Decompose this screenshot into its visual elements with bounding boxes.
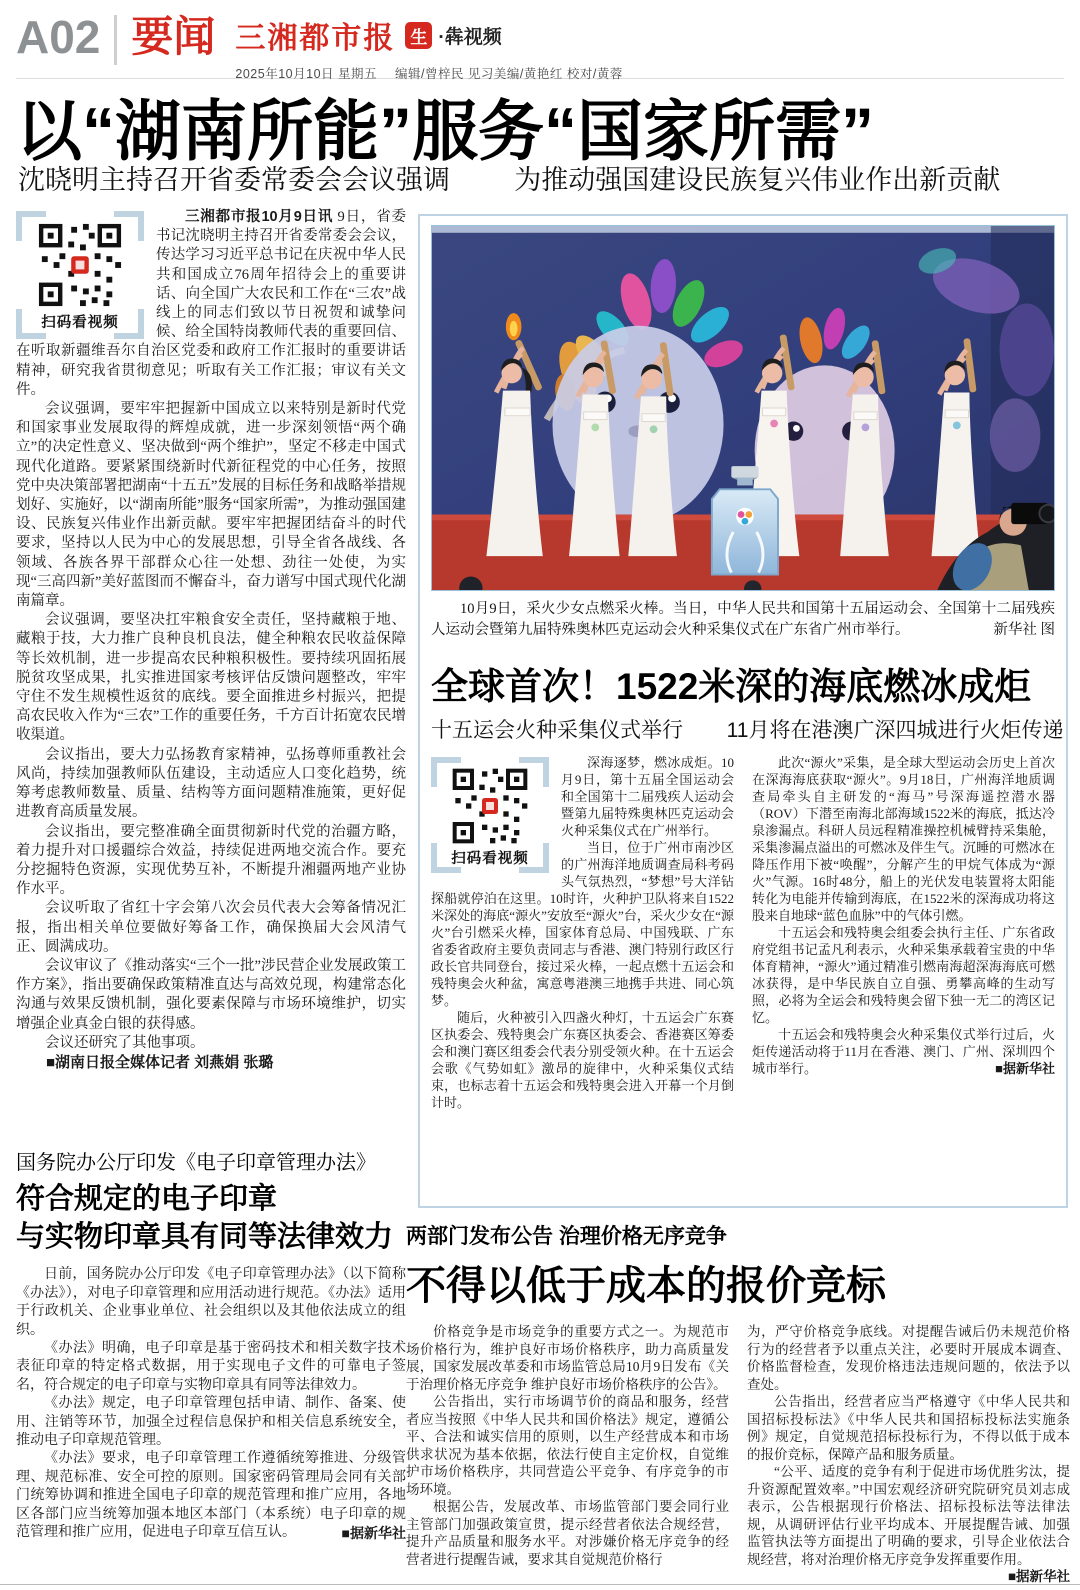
paragraph-text: 《办法》要求，电子印章管理工作遵循统筹推进、分级管理、规范标准、安全可控的原则。国家密码管理局会同有关部门统筹协调和推进全国电子印章的规范管理和推广应用，各地区各部门应当统筹加强本地区本部门（本系统）电子印章的规范管理和推广应用，促进电子印章互信互认。 [16, 1451, 406, 1541]
qr-corner-icon [16, 309, 46, 339]
article-paragraph: 会议指出，要大力弘扬教育家精神，弘扬尊师重教社会风尚，持续加强教师队伍建设，主动适应人口变化趋势，统筹考虑教师数量、质量、结构等方面问题精准施策，更好促进教育高质量发展。 [16, 746, 406, 821]
page-header [16, 12, 1064, 79]
price-column-left [406, 1323, 729, 1584]
section-title: 要闻 [131, 13, 216, 60]
seal-headline-line1: 符合规定的电子印章 [16, 1183, 278, 1215]
deep-column-left [431, 754, 734, 1111]
main-headline: 以“湖南所能”服务“国家所需” [16, 94, 874, 168]
article-paragraph [752, 1026, 1055, 1077]
news-source: ■据新华社 [341, 1525, 406, 1542]
lead-article [16, 208, 406, 1142]
article-paragraph: 会议听取了省红十字会第八次会员代表大会筹备情况汇报，指出相关单位要做好筹备工作，确保换届大会风清气正、圆满成功。 [16, 900, 406, 955]
qr-code-block [431, 757, 549, 873]
main-subhead [18, 158, 1064, 197]
seal-headline [16, 1181, 406, 1256]
qr-corner-icon [114, 309, 144, 339]
seal-kicker: 国务院办公厅印发《电子印章管理办法》 [16, 1152, 376, 1174]
qr-code-icon [450, 766, 530, 846]
qr-code-block [16, 211, 144, 339]
qr-scan-label: 扫码看视频 [41, 315, 119, 331]
paper-badge-icon: 生 [405, 22, 432, 49]
paragraph-text: 9日，省委书记沈晓明主持召开省委常委会会议，传达学习习近平总书记在庆祝中华人民共和国成立76周年招待会上的重要讲话、向全国广大农民和工作在“三农”战线上的同志们致以节日祝贺和诚挚问候、给全国特岗教师代表的重要回信、在听取新疆维吾尔自治区党委和政府工作汇报时的重要讲话精神，研究我省贯彻意见；听取有关工作汇报；审议有关文件。 [16, 209, 406, 398]
article-paragraph [747, 1463, 1070, 1584]
paragraph-text: “公平、适度的竞争有利于促进市场优胜劣汰，提升资源配置效率。”中国宏观经济研究院研究员刘志成表示，公告根据现行价格法、招标投标法等法律法规，从调研评估行业平均成本、开展提醒告诫、加强监管执法等方面提出了明确的要求，引导企业依法合规经营，将对治理价格无序竞争发挥重要作用。 [747, 1464, 1070, 1567]
staff-credits: 编辑/曾梓民 见习美编/黄艳红 校对/黄蓉 [394, 67, 623, 81]
qr-corner-icon [431, 843, 461, 873]
deep-sea-subhead [431, 714, 1064, 744]
main-subhead-left: 沈晓明主持召开省委常委会会议强调 [18, 165, 450, 195]
article-paragraph: 此次“源火”采集，是全球大型运动会历史上首次在深海海底获取“源火”。9月18日，广州海洋地质调查局牵头自主研发的“海马”号深海遥控潜水器（ROV）下潜至南海北部海域1522米的海底，抵达冷泉渗漏点。科研人员远程精准操控机械臂持采集舱，采集渗漏点溢出的可燃冰及伴生气。沉睡的可燃冰在降压作用下被“唤醒”，分解产生的甲烷气体成为“源火”气源。16时48分，船上的光伏发电装置将太阳能转化为电能并传输到海底，在1522米的深海成功将这股来自地球“蓝色血脉”中的气体引燃。 [752, 754, 1055, 923]
page-code: A02 [16, 11, 101, 63]
article-paragraph: 公告指出，实行市场调节价的商品和服务，经营者应当按照《中华人民共和国价格法》规定，遵循公平、合法和诚实信用的原则，以生产经营成本和市场供求状况为基本依据，依法行使自主定价权，自觉维护市场价格秩序，共同营造公平竞争、有序竞争的市场环境。 [406, 1394, 729, 1497]
photo-credit: 新华社 图 [993, 622, 1055, 638]
article-paragraph: 为，严守价格竞争底线。对提醒告诫后仍未规范价格行为的经营者予以重点关注，必要时开展成本调查、价格监督检查，发现价格违法违规问题的，依法予以查处。 [747, 1324, 1070, 1392]
article-paragraph: 会议审议了《推动落实“三个一批”涉民营企业发展政策工作方案》，指出要确保政策精准直达与高效兑现，构建常态化沟通与效果反馈机制，强化要素保障与市场环境维护，切实增强企业真金白银的获得感。 [16, 957, 406, 1032]
deep-column-right [752, 754, 1055, 1111]
photo-story-box [418, 214, 1068, 1208]
deep-subhead-right: 11月将在港澳广深四城进行火炬传递 [726, 718, 1064, 742]
price-article [406, 1220, 1070, 1584]
publish-date: 2025年10月10日 星期五 [235, 67, 377, 81]
video-brand-label: ·犇视频 [438, 26, 502, 48]
article-paragraph: 十五运会和残特奥会组委会执行主任、广东省政府党组书记孟凡利表示，火种采集承载着宝贵的中华体育精神，“源火”通过精准引燃南海超深海海底可燃冰获得，是中华民族自立自强、勇攀高峰的生动写照，必将为全运会和残特奥会留下独一无二的湾区记忆。 [752, 924, 1055, 1025]
paragraph-text: 十五运会和残特奥会火种采集仪式举行过后，火炬传递活动将于11月在香港、澳门、广州、深圳四个城市举行。 [752, 1026, 1055, 1076]
qr-corner-icon [431, 757, 461, 787]
caption-text: 10月9日，采火少女点燃采火棒。当日，中华人民共和国第十五届运动会、全国第十二届残疾人运动会暨第九届特殊奥林匹克运动会火种采集仪式在广东省广州市举行。 [431, 601, 1055, 638]
header-divider [114, 15, 117, 65]
article-paragraph: 公告指出，经营者应当严格遵守《中华人民共和国招标投标法》《中华人民共和国招标投标法实施条例》规定，自觉规范招标投标行为，不得以低于成本的报价竞标，保障产品和服务质量。 [747, 1394, 1070, 1462]
article-paragraph: 随后，火种被引入四盏火种灯，十五运会广东赛区执委会、残特奥会广东赛区执委会、香港赛区筹委会和澳门赛区组委会代表分别受领火种。在十五运会会歌《气势如虹》激昂的旋律中，火种采集仪式结束，也标志着十五运会和残特奥会进入开幕一个月倒计时。 [431, 1009, 734, 1110]
news-source: ■据新华社 [995, 1060, 1055, 1076]
main-subhead-right: 为推动强国建设民族复兴伟业作出新贡献 [514, 165, 1001, 195]
photo-caption [431, 599, 1055, 641]
paper-logo: 三湘都市报 [235, 22, 396, 55]
article-paragraph: 当日，位于广州市南沙区的广州海洋地质调查局科考码头气氛热烈，“梦想”号大洋钻探船就停泊在这里。10时许，火种护卫队将来自1522米深处的海底“源火”安放至“源火”台，采火少女在“源火”台引燃采火棒，国家体育总局、中国残联、广东省委省政府主要负责同志与香港、澳门特别行政区行政长官共同登台，接过采火棒，一起点燃十五运会和残特奥会火种盆，寓意粤港澳三地携手共进、同心筑梦。 [431, 839, 734, 1008]
paper-brand [235, 12, 636, 82]
article-paragraph: 会议强调，要坚决扛牢粮食安全责任，坚持藏粮于地、藏粮于技，大力推广良种良机良法，健全种粮农民收益保障等长效机制，进一步提高农民种粮积极性。要持续巩固拓展脱贫攻坚成果，扎实推进国家考核评估反馈问题整改，牢牢守住不发生规模性返贫的底线。要全面推进乡村振兴，把提高农民收入作为“三农”工作的重要任务，千方百计拓宽农民增收渠道。 [16, 612, 406, 744]
ceremony-photo [431, 225, 1055, 591]
article-paragraph: 根据公告，发展改革、市场监管部门要会同行业主管部门加强政策宣贯，提示经营者依法合规经营，提升产品质量和服务水平。对涉嫌价格无序竞争的经营者进行提醒告诫，要求其自觉规范价格行 [406, 1499, 729, 1567]
qr-corner-icon [114, 211, 144, 241]
dateline-label: 三湘都市报10月9日讯 [185, 209, 334, 225]
article-paragraph: 日前，国务院办公厅印发《电子印章管理办法》（以下简称《办法》），对电子印章管理和应用活动进行规范。《办法》适用于行政机关、企业事业单位、社会组织以及其他依法成立的组织。 [16, 1267, 406, 1338]
article-paragraph: 会议还研究了其他事项。 [45, 1034, 205, 1051]
article-paragraph: 会议强调，要牢牢把握新中国成立以来特别是新时代党和国家事业发展取得的辉煌成就，进一步深刻领悟“两个确立”的决定性意义、坚决做到“两个维护”，坚定不移走中国式现代化道路。要紧紧围绕新时代新征程党的中心任务，按照党中央决策部署把湖南“十五五”发展的目标任务和战略举措规划好、实施好，以“湖南所能”服务“国家所需”，为推动强国建设、民族复兴伟业作出新贡献。要牢牢把握团结奋斗的时代要求，坚持以人民为中心的发展思想，引导全省各战线、各领域、各族各界干部群众心往一处想、劲往一处使，为实现“三高四新”美好蓝图而不懈奋斗，奋力谱写中国式现代化湖南篇章。 [16, 401, 406, 610]
seal-article [16, 1146, 406, 1588]
seal-headline-line2: 与实物印章具有同等法律效力 [16, 1220, 394, 1253]
article-paragraph: 《办法》规定，电子印章管理包括申请、制作、备案、使用、注销等环节，加强全过程信息保护和相关信息系统安全，推动电子印章规范管理。 [16, 1396, 406, 1449]
qr-corner-icon [519, 757, 549, 787]
qr-corner-icon [16, 211, 46, 241]
article-paragraph: 《办法》明确，电子印章是基于密码技术和相关数字技术表征印章的特定格式数据，用于实现电子文件的可靠电子签名，符合规定的电子印章与实物印章具有同等法律效力。 [16, 1341, 406, 1393]
deep-subhead-left: 十五运会火种采集仪式举行 [431, 718, 683, 742]
price-kicker: 两部门发布公告 治理价格无序竞争 [406, 1225, 727, 1248]
qr-code-icon [36, 221, 124, 309]
news-source: ■据新华社 [1007, 1569, 1070, 1584]
article-paragraph: 价格竞争是市场竞争的重要方式之一。为规范市场价格行为，维护良好市场价格秩序，助力高质量发展，国家发展改革委和市场监管总局10月9日发布《关于治理价格无序竞争 维护良好市场价格秩序的公告》。 [406, 1324, 729, 1392]
deep-sea-headline: 全球首次！1522米深的海底燃冰成炬 [431, 665, 1032, 707]
qr-scan-label: 扫码看视频 [451, 850, 529, 867]
article-paragraph: 深海逐梦，燃冰成炬。10月9日，第十五届全国运动会和全国第十二届残疾人运动会暨第九届特殊奥林匹克运动会火种采集仪式在广州举行。 [561, 754, 734, 838]
price-column-right [747, 1323, 1070, 1584]
article-paragraph: 会议指出，要完整准确全面贯彻新时代党的治疆方略，着力提升对口援疆综合效益，持续促进两地交流合作。要充分挖掘特色资源，实现优势互补，不断提升湘疆两地产业协作水平。 [16, 823, 406, 898]
price-headline: 不得以低于成本的报价竞标 [406, 1264, 886, 1308]
lead-byline: ■湖南日报全媒体记者 刘燕娟 张璐 [46, 1053, 274, 1071]
article-paragraph [16, 1450, 406, 1542]
qr-corner-icon [519, 843, 549, 873]
page-bottom-rule [0, 1584, 1080, 1585]
